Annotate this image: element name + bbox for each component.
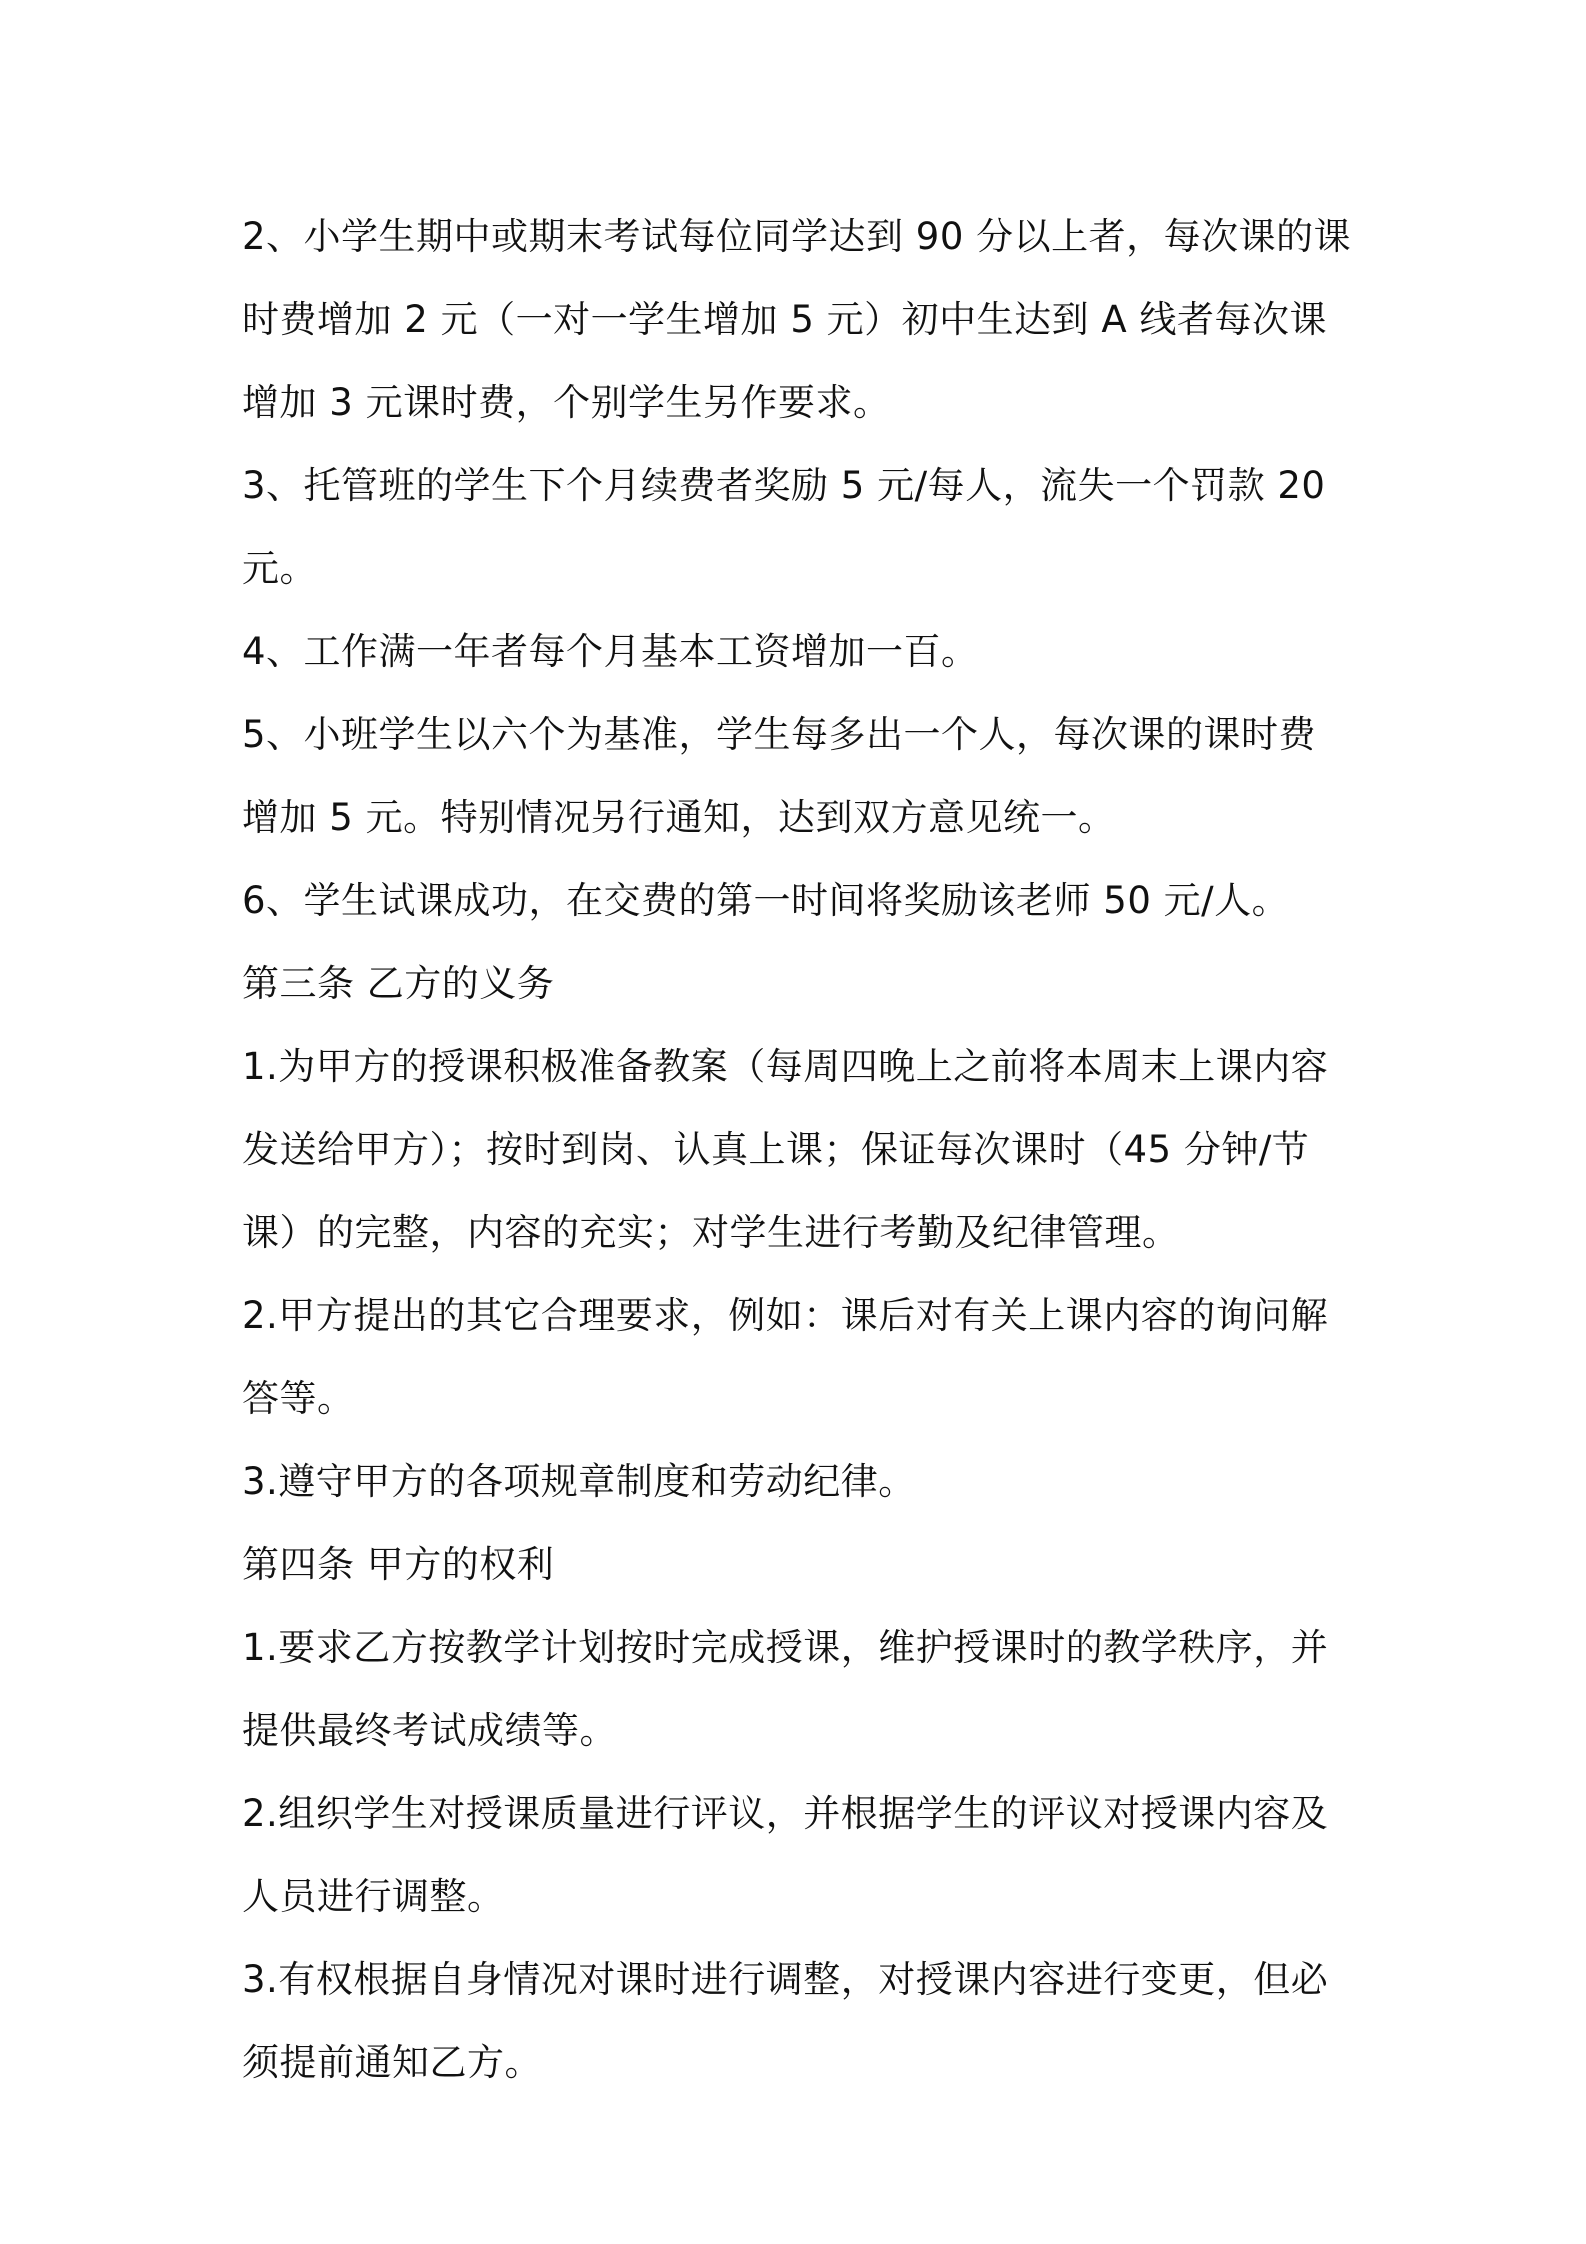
duty-item-1: 1.为甲方的授课积极准备教案（每周四晚上之前将本周末上课内容发送给甲方）；按时到岗、认真上课；保证每次课时（45 分钟/节课）的完整，内容的充实；对学生进行考勤及纪律管理。 xyxy=(242,1045,1329,1254)
document-body xyxy=(242,195,1352,2104)
right-item-1: 1.要求乙方按教学计划按时完成授课，维护授课时的教学秩序，并提供最终考试成绩等。 xyxy=(242,1626,1329,1752)
clause-item-2: 2、小学生期中或期末考试每位同学达到 90 分以上者，每次课的课时费增加 2 元（一对一学生增加 5 元）初中生达到 A 线者每次课增加 3 元课时费，个别学生另作要求。 xyxy=(242,215,1352,424)
clause-item-5: 5、小班学生以六个为基准，学生每多出一个人，每次课的课时费增加 5 元。特别情况另行通知，达到双方意见统一。 xyxy=(242,713,1317,839)
section-heading-article-4: 第四条 甲方的权利 xyxy=(242,1543,555,1586)
duty-item-2: 2.甲方提出的其它合理要求，例如：课后对有关上课内容的询问解答等。 xyxy=(242,1294,1329,1420)
clause-item-6: 6、学生试课成功，在交费的第一时间将奖励该老师 50 元/人。 xyxy=(242,879,1290,922)
right-item-3: 3.有权根据自身情况对课时进行调整，对授课内容进行变更，但必须提前通知乙方。 xyxy=(242,1958,1329,2084)
section-heading-article-3: 第三条 乙方的义务 xyxy=(242,962,555,1005)
duty-item-3: 3.遵守甲方的各项规章制度和劳动纪律。 xyxy=(242,1460,916,1503)
right-item-2: 2.组织学生对授课质量进行评议，并根据学生的评议对授课内容及人员进行调整。 xyxy=(242,1792,1329,1918)
clause-item-3: 3、托管班的学生下个月续费者奖励 5 元/每人，流失一个罚款 20 元。 xyxy=(242,464,1326,590)
clause-item-4: 4、工作满一年者每个月基本工资增加一百。 xyxy=(242,630,979,673)
